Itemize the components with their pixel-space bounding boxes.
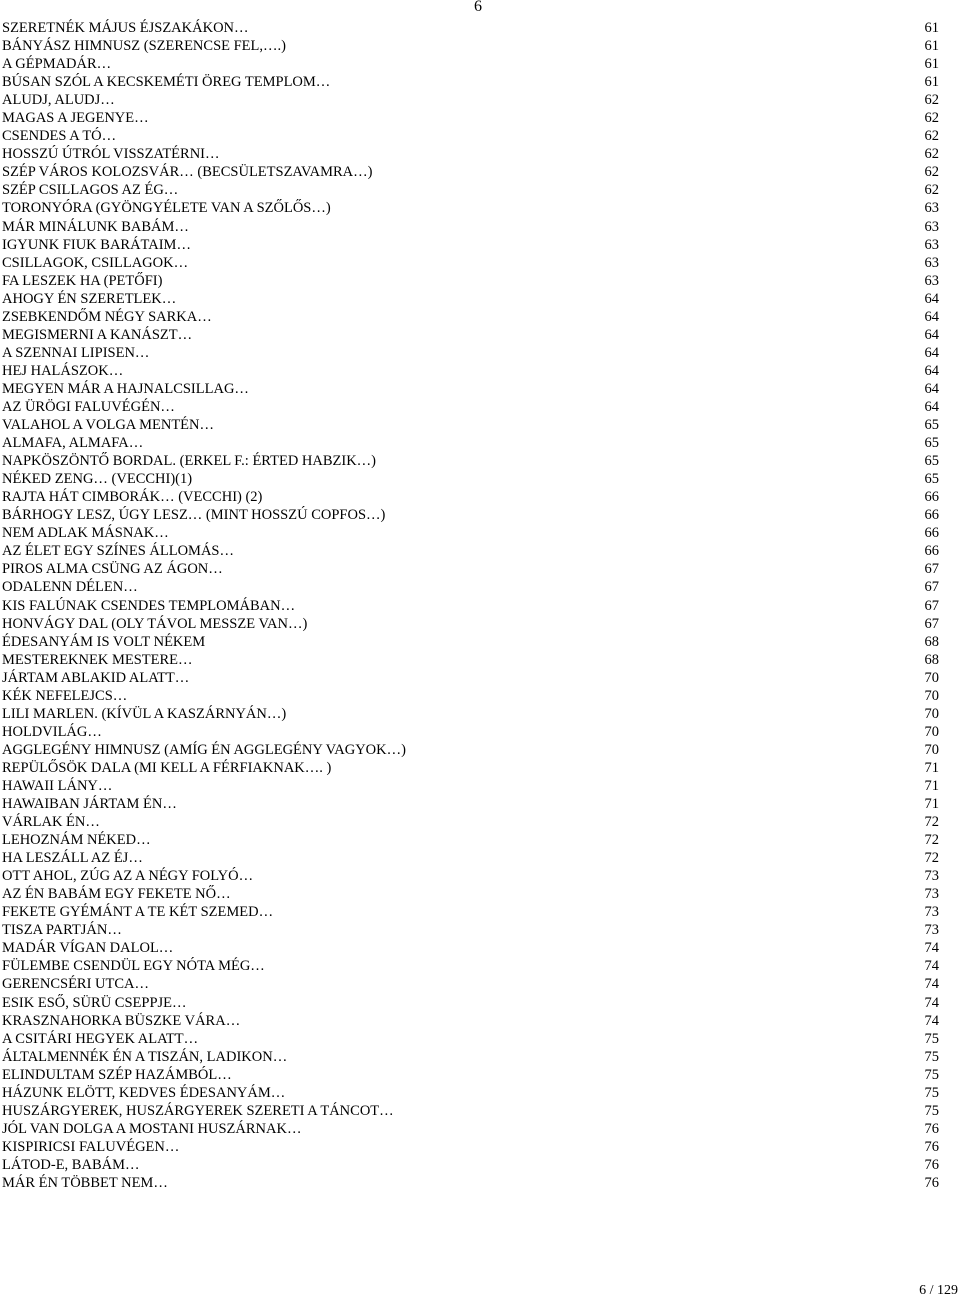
toc-entry-title: LÁTOD-E, BABÁM… bbox=[2, 1156, 140, 1173]
toc-entry[interactable] bbox=[2, 1048, 939, 1066]
toc-entry-page: 63 bbox=[924, 272, 939, 289]
toc-entry[interactable] bbox=[2, 1102, 939, 1120]
toc-entry-page: 71 bbox=[924, 777, 939, 794]
toc-entry-page: 65 bbox=[924, 453, 939, 470]
toc-entry-title: PIROS ALMA CSÜNG AZ ÁGON… bbox=[2, 561, 223, 578]
toc-entry[interactable] bbox=[2, 1084, 939, 1102]
toc-entry-page: 62 bbox=[924, 92, 939, 109]
toc-entry-page: 75 bbox=[924, 1048, 939, 1065]
toc-entry-page: 65 bbox=[924, 435, 939, 452]
toc-entry-title: HOSSZÚ ÚTRÓL VISSZATÉRNI… bbox=[2, 146, 220, 163]
page-number: 6 bbox=[474, 0, 482, 15]
toc-entry-title: FÜLEMBE CSENDÜL EGY NÓTA MÉG… bbox=[2, 958, 265, 975]
toc-entry-page: 72 bbox=[924, 832, 939, 849]
toc-entry-page: 64 bbox=[924, 326, 939, 343]
toc-entry[interactable] bbox=[2, 181, 939, 199]
toc-entry[interactable] bbox=[2, 1030, 939, 1048]
toc-entry-title: FEKETE GYÉMÁNT A TE KÉT SZEMED… bbox=[2, 904, 274, 921]
toc-entry-title: LEHOZNÁM NÉKED… bbox=[2, 832, 151, 849]
toc-entry-page: 63 bbox=[924, 236, 939, 253]
toc-entry[interactable] bbox=[2, 1138, 939, 1156]
toc-entry-title: HÁZUNK ELÖTT, KEDVES ÉDESANYÁM… bbox=[2, 1084, 286, 1101]
toc-entry[interactable] bbox=[2, 741, 939, 759]
toc-entry-title: SZÉP VÁROS KOLOZSVÁR… (BECSÜLETSZAVAMRA…) bbox=[2, 164, 373, 181]
toc-entry-title: REPÜLŐSÖK DALA (MI KELL A FÉRFIAKNAK…. ) bbox=[2, 759, 332, 776]
toc-entry[interactable] bbox=[2, 578, 939, 596]
toc-entry[interactable] bbox=[2, 795, 939, 813]
toc-entry[interactable] bbox=[2, 669, 939, 687]
toc-entry-title: MEGISMERNI A KANÁSZT… bbox=[2, 326, 193, 343]
toc-entry[interactable] bbox=[2, 290, 939, 308]
toc-entry-title: HOLDVILÁG… bbox=[2, 723, 102, 740]
toc-entry-page: 68 bbox=[924, 651, 939, 668]
toc-entry-title: HAWAIBAN JÁRTAM ÉN… bbox=[2, 796, 177, 813]
toc-entry-page: 70 bbox=[924, 741, 939, 758]
toc-entry[interactable] bbox=[2, 380, 939, 398]
toc-entry-page: 64 bbox=[924, 362, 939, 379]
toc-entry-page: 73 bbox=[924, 922, 939, 939]
toc-entry[interactable] bbox=[2, 687, 939, 705]
toc-entry-page: 72 bbox=[924, 814, 939, 831]
toc-entry[interactable] bbox=[2, 633, 939, 651]
toc-entry-page: 74 bbox=[924, 940, 939, 957]
toc-entry-title: MÁR ÉN TÖBBET NEM… bbox=[2, 1175, 168, 1191]
toc-entry-title: ODALENN DÉLEN… bbox=[2, 579, 138, 596]
toc-entry-title: JÓL VAN DOLGA A MOSTANI HUSZÁRNAK… bbox=[2, 1120, 302, 1137]
toc-entry-page: 65 bbox=[924, 417, 939, 434]
toc-entry[interactable] bbox=[2, 885, 939, 903]
toc-entry[interactable] bbox=[2, 127, 939, 145]
toc-entry-title: HONVÁGY DAL (OLY TÁVOL MESSZE VAN…) bbox=[2, 615, 308, 632]
toc-entry[interactable] bbox=[2, 560, 939, 578]
toc-entry-page: 74 bbox=[924, 958, 939, 975]
toc-entry-page: 75 bbox=[924, 1102, 939, 1119]
toc-entry-title: NAPKÖSZÖNTŐ BORDAL. (ERKEL F.: ÉRTED HABZIK…) bbox=[2, 453, 377, 470]
toc-entry-title: NEM ADLAK MÁSNAK… bbox=[2, 525, 169, 542]
toc-entry[interactable] bbox=[2, 199, 939, 217]
toc-entry-page: 67 bbox=[924, 579, 939, 596]
toc-entry[interactable] bbox=[2, 615, 939, 633]
toc-entry[interactable] bbox=[2, 813, 939, 831]
toc-entry[interactable] bbox=[2, 542, 939, 560]
toc-entry[interactable] bbox=[2, 163, 939, 181]
toc-entry-page: 64 bbox=[924, 308, 939, 325]
toc-entry-page: 62 bbox=[924, 128, 939, 145]
toc-entry-page: 62 bbox=[924, 110, 939, 127]
toc-entry-page: 62 bbox=[924, 182, 939, 199]
toc-entry-page: 64 bbox=[924, 398, 939, 415]
toc-entry-page: 62 bbox=[924, 164, 939, 181]
toc-entry[interactable] bbox=[2, 921, 939, 939]
toc-entry[interactable] bbox=[2, 344, 939, 362]
toc-entry-page: 62 bbox=[924, 146, 939, 163]
toc-entry-title: HAWAII LÁNY… bbox=[2, 777, 113, 794]
toc-entry-page: 66 bbox=[924, 543, 939, 560]
toc-entry-title: TISZA PARTJÁN… bbox=[2, 922, 122, 939]
toc-entry-page: 75 bbox=[924, 1066, 939, 1083]
toc-entry-page: 76 bbox=[924, 1175, 939, 1191]
toc-entry-page: 63 bbox=[924, 218, 939, 235]
toc-entry[interactable] bbox=[2, 236, 939, 254]
toc-entry[interactable] bbox=[2, 1120, 939, 1138]
toc-entry[interactable] bbox=[2, 109, 939, 127]
toc-entry-title: MAGAS A JEGENYE… bbox=[2, 110, 149, 127]
toc-entry-title: OTT AHOL, ZÚG AZ A NÉGY FOLYÓ… bbox=[2, 868, 254, 885]
toc-entry-page: 61 bbox=[924, 20, 939, 36]
toc-entry-title: VALAHOL A VOLGA MENTÉN… bbox=[2, 417, 214, 434]
toc-entry[interactable] bbox=[2, 994, 939, 1012]
toc-entry-title: BÚSAN SZÓL A KECSKEMÉTI ÖREG TEMPLOM… bbox=[2, 74, 331, 91]
toc-entry-title: AHOGY ÉN SZERETLEK… bbox=[2, 290, 177, 307]
toc-entry[interactable] bbox=[2, 831, 939, 849]
toc-entry-title: CSILLAGOK, CSILLAGOK… bbox=[2, 254, 189, 271]
toc-entry[interactable] bbox=[2, 506, 939, 524]
toc-entry-page: 75 bbox=[924, 1084, 939, 1101]
toc-entry[interactable] bbox=[2, 55, 939, 73]
toc-entry-page: 72 bbox=[924, 850, 939, 867]
toc-entry-title: AGGLEGÉNY HIMNUSZ (AMÍG ÉN AGGLEGÉNY VAGYOK…) bbox=[2, 741, 406, 758]
toc-entry[interactable] bbox=[2, 705, 939, 723]
toc-entry-title: ESIK ESŐ, SÜRÜ CSEPPJE… bbox=[2, 994, 187, 1011]
toc-entry-title: HUSZÁRGYEREK, HUSZÁRGYEREK SZERETI A TÁNCOT… bbox=[2, 1102, 394, 1119]
toc-entry-page: 75 bbox=[924, 1030, 939, 1047]
toc-entry-title: GERENCSÉRI UTCA… bbox=[2, 976, 150, 993]
toc-entry[interactable] bbox=[2, 326, 939, 344]
toc-entry-page: 64 bbox=[924, 380, 939, 397]
toc-entry-title: NÉKED ZENG… (VECCHI)(1) bbox=[2, 471, 193, 488]
page-footer: 6 / 129 bbox=[919, 1283, 958, 1298]
toc-entry[interactable] bbox=[2, 19, 939, 37]
toc-entry[interactable] bbox=[2, 416, 939, 434]
toc-entry-page: 63 bbox=[924, 200, 939, 217]
toc-entry[interactable] bbox=[2, 651, 939, 669]
toc-entry-page: 61 bbox=[924, 74, 939, 91]
toc-entry-page: 71 bbox=[924, 796, 939, 813]
toc-entry-title: ÁLTALMENNÉK ÉN A TISZÁN, LADIKON… bbox=[2, 1048, 288, 1065]
toc-entry-title: CSENDES A TÓ… bbox=[2, 128, 117, 145]
toc-entry[interactable] bbox=[2, 488, 939, 506]
toc-entry[interactable] bbox=[2, 254, 939, 272]
toc-entry-title: BÁNYÁSZ HIMNUSZ (SZERENCSE FEL,….) bbox=[2, 38, 286, 55]
toc-entry-page: 66 bbox=[924, 489, 939, 506]
toc-entry-title: AZ ÉLET EGY SZÍNES ÁLLOMÁS… bbox=[2, 543, 234, 560]
toc-entry-page: 73 bbox=[924, 886, 939, 903]
toc-entry-title: MESTEREKNEK MESTERE… bbox=[2, 651, 193, 668]
toc-entry[interactable] bbox=[2, 524, 939, 542]
toc-entry-page: 67 bbox=[924, 561, 939, 578]
toc-entry-page: 70 bbox=[924, 705, 939, 722]
toc-entry[interactable] bbox=[2, 398, 939, 416]
toc-entry[interactable] bbox=[2, 434, 939, 452]
toc-entry-title: FA LESZEK HA (PETŐFI) bbox=[2, 272, 163, 289]
toc-entry-page: 66 bbox=[924, 525, 939, 542]
table-of-contents bbox=[2, 19, 939, 1192]
toc-entry[interactable] bbox=[2, 1012, 939, 1030]
toc-entry-title: VÁRLAK ÉN… bbox=[2, 814, 100, 831]
toc-entry[interactable] bbox=[2, 939, 939, 957]
toc-entry[interactable] bbox=[2, 470, 939, 488]
toc-entry-page: 76 bbox=[924, 1120, 939, 1137]
toc-entry-title: ELINDULTAM SZÉP HAZÁMBÓL… bbox=[2, 1066, 232, 1083]
toc-entry-title: A GÉPMADÁR… bbox=[2, 56, 112, 73]
toc-entry[interactable] bbox=[2, 91, 939, 109]
toc-entry-page: 76 bbox=[924, 1138, 939, 1155]
toc-entry[interactable] bbox=[2, 1066, 939, 1084]
toc-entry[interactable] bbox=[2, 723, 939, 741]
toc-entry[interactable] bbox=[2, 849, 939, 867]
toc-entry-title: ALUDJ, ALUDJ… bbox=[2, 92, 115, 109]
toc-entry-title: ZSEBKENDŐM NÉGY SARKA… bbox=[2, 308, 212, 325]
toc-entry-title: A SZENNAI LIPISEN… bbox=[2, 344, 150, 361]
toc-entry[interactable] bbox=[2, 597, 939, 615]
toc-entry[interactable] bbox=[2, 1174, 939, 1192]
toc-entry-title: TORONYÓRA (GYÖNGYÉLETE VAN A SZŐLŐS…) bbox=[2, 200, 331, 217]
toc-entry[interactable] bbox=[2, 308, 939, 326]
toc-entry-title: A CSITÁRI HEGYEK ALATT… bbox=[2, 1030, 199, 1047]
toc-entry-page: 64 bbox=[924, 290, 939, 307]
toc-entry[interactable] bbox=[2, 1156, 939, 1174]
toc-entry-page: 67 bbox=[924, 597, 939, 614]
toc-entry[interactable] bbox=[2, 957, 939, 975]
toc-entry-title: ALMAFA, ALMAFA… bbox=[2, 435, 144, 452]
toc-entry-page: 74 bbox=[924, 1012, 939, 1029]
toc-entry-title: HEJ HALÁSZOK… bbox=[2, 362, 124, 379]
toc-entry-title: KIS FALÚNAK CSENDES TEMPLOMÁBAN… bbox=[2, 597, 296, 614]
toc-entry-title: KISPIRICSI FALUVÉGEN… bbox=[2, 1138, 180, 1155]
toc-entry[interactable] bbox=[2, 272, 939, 290]
toc-entry-page: 73 bbox=[924, 904, 939, 921]
toc-entry-title: HA LESZÁLL AZ ÉJ… bbox=[2, 850, 143, 867]
toc-entry[interactable] bbox=[2, 362, 939, 380]
toc-entry-page: 70 bbox=[924, 687, 939, 704]
toc-entry-title: KRASZNAHORKA BÜSZKE VÁRA… bbox=[2, 1012, 241, 1029]
toc-entry[interactable] bbox=[2, 975, 939, 993]
toc-entry[interactable] bbox=[2, 903, 939, 921]
toc-entry[interactable] bbox=[2, 867, 939, 885]
toc-entry-title: AZ ÜRÖGI FALUVÉGÉN… bbox=[2, 398, 175, 415]
toc-entry-page: 68 bbox=[924, 633, 939, 650]
toc-entry-page: 61 bbox=[924, 56, 939, 73]
toc-entry-page: 76 bbox=[924, 1156, 939, 1173]
toc-entry-page: 65 bbox=[924, 471, 939, 488]
toc-entry-page: 61 bbox=[924, 38, 939, 55]
toc-entry-page: 66 bbox=[924, 507, 939, 524]
toc-entry-title: LILI MARLEN. (KÍVÜL A KASZÁRNYÁN…) bbox=[2, 705, 287, 722]
toc-entry[interactable] bbox=[2, 452, 939, 470]
toc-entry-page: 70 bbox=[924, 723, 939, 740]
toc-entry[interactable] bbox=[2, 218, 939, 236]
toc-entry-title: AZ ÉN BABÁM EGY FEKETE NŐ… bbox=[2, 886, 231, 903]
toc-entry-page: 64 bbox=[924, 344, 939, 361]
toc-entry-page: 67 bbox=[924, 615, 939, 632]
toc-entry-title: SZERETNÉK MÁJUS ÉJSZAKÁKON… bbox=[2, 20, 249, 36]
toc-entry-title: IGYUNK FIUK BARÁTAIM… bbox=[2, 236, 191, 253]
toc-entry-title: MÁR MINÁLUNK BABÁM… bbox=[2, 218, 189, 235]
toc-entry-title: JÁRTAM ABLAKID ALATT… bbox=[2, 669, 190, 686]
toc-entry-title: MEGYEN MÁR A HAJNALCSILLAG… bbox=[2, 380, 249, 397]
toc-entry-title: MADÁR VÍGAN DALOL… bbox=[2, 940, 174, 957]
toc-entry-page: 73 bbox=[924, 868, 939, 885]
toc-entry-page: 74 bbox=[924, 976, 939, 993]
toc-entry-page: 74 bbox=[924, 994, 939, 1011]
toc-entry-title: ÉDESANYÁM IS VOLT NÉKEM bbox=[2, 633, 206, 650]
toc-entry-title: BÁRHOGY LESZ, ÚGY LESZ… (MINT HOSSZÚ COPFOS…) bbox=[2, 507, 386, 524]
toc-entry-title: KÉK NEFELEJCS… bbox=[2, 687, 128, 704]
toc-entry[interactable] bbox=[2, 145, 939, 163]
toc-entry-title: SZÉP CSILLAGOS AZ ÉG… bbox=[2, 182, 179, 199]
toc-entry-page: 70 bbox=[924, 669, 939, 686]
toc-entry[interactable] bbox=[2, 777, 939, 795]
toc-entry-page: 63 bbox=[924, 254, 939, 271]
toc-entry[interactable] bbox=[2, 73, 939, 91]
toc-entry-page: 71 bbox=[924, 759, 939, 776]
toc-entry[interactable] bbox=[2, 759, 939, 777]
toc-entry-title: RAJTA HÁT CIMBORÁK… (VECCHI) (2) bbox=[2, 489, 263, 506]
toc-entry[interactable] bbox=[2, 37, 939, 55]
